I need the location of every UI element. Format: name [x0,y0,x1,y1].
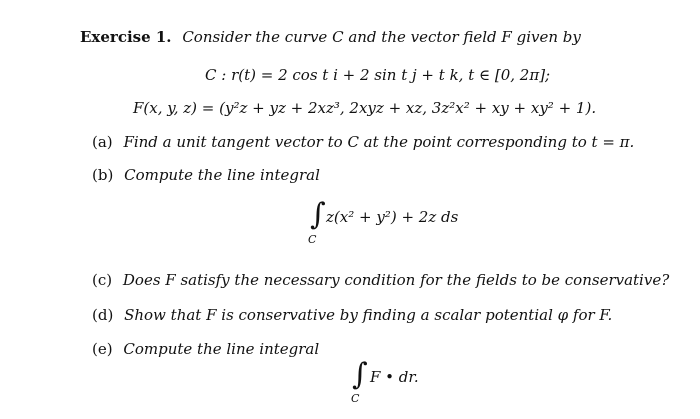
part-e-text: Compute the line integral [123,340,320,358]
curve-equation: C : r(t) = 2 cos t i + 2 sin t j + t k, t ∈ [0, 2π]; [205,66,551,84]
part-c [92,271,669,289]
integral-e-sign: ∫ [352,357,368,392]
part-a [92,133,634,151]
part-b-label: (b) [92,166,114,184]
part-d [92,306,612,324]
part-a-text: Find a unit tangent vector to C at the point corresponding to t = π. [123,133,635,151]
part-e [92,340,319,358]
integral-b-sign: ∫ [310,197,326,232]
part-b-text: Compute the line integral [124,166,320,184]
exercise-intro-text: Consider the curve C and the vector field F given by [182,28,581,46]
exercise-heading: Exercise 1. [80,28,172,46]
part-c-text: Does F satisfy the necessary condition for the fields to be conservative? [122,271,670,289]
integral-b [306,197,506,250]
integral-e-subscript: C [351,392,360,405]
part-e-label: (e) [92,340,113,358]
exercise-intro-line [80,28,581,46]
part-d-text: Show that F is conservative by finding a scalar potential φ for F. [124,306,613,324]
part-c-label: (c) [92,271,113,289]
part-b [92,166,320,184]
integral-e-integrand: F • dr. [370,368,419,386]
field-equation: F(x, y, z) = (y²z + yz + 2xz³, 2xyz + xz, 3z²x² + xy + xy² + 1). [133,99,597,117]
integral-b-integrand: z(x² + y²) + 2z ds [326,208,459,226]
integral-b-subscript: C [308,233,317,246]
part-d-label: (d) [92,306,114,324]
integral-e [348,358,468,416]
part-a-label: (a) [92,133,113,151]
